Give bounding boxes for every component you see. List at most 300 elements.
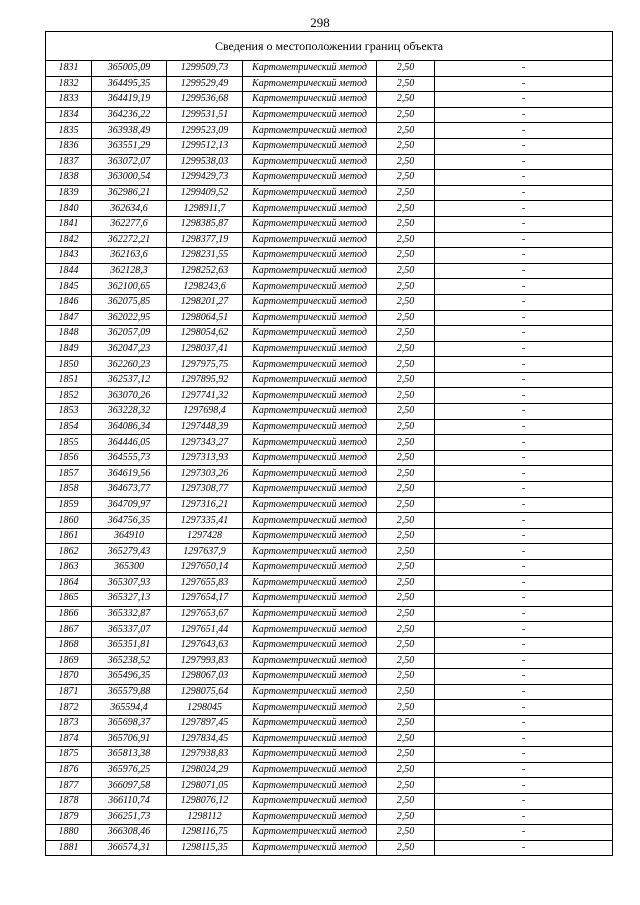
table-row [46, 622, 613, 638]
description-cell: - [435, 669, 613, 685]
accuracy-cell: 2,50 [377, 747, 435, 763]
description-cell: - [435, 404, 613, 420]
description-cell: - [435, 700, 613, 716]
x-coordinate-cell: 362986,21 [92, 185, 167, 201]
x-coordinate-cell: 364236,22 [92, 107, 167, 123]
description-cell: - [435, 92, 613, 108]
point-number-cell: 1845 [46, 279, 92, 295]
method-cell: Картометрический метод [243, 263, 377, 279]
method-cell: Картометрический метод [243, 404, 377, 420]
description-cell: - [435, 341, 613, 357]
accuracy-cell: 2,50 [377, 279, 435, 295]
accuracy-cell: 2,50 [377, 216, 435, 232]
accuracy-cell: 2,50 [377, 107, 435, 123]
table-title: Сведения о местоположении границ объекта [46, 32, 613, 61]
method-cell: Картометрический метод [243, 700, 377, 716]
x-coordinate-cell: 365327,13 [92, 591, 167, 607]
y-coordinate-cell: 1298201,27 [167, 294, 243, 310]
y-coordinate-cell: 1297653,67 [167, 606, 243, 622]
description-cell: - [435, 731, 613, 747]
method-cell: Картометрический метод [243, 762, 377, 778]
description-cell: - [435, 279, 613, 295]
table-row [46, 575, 613, 591]
accuracy-cell: 2,50 [377, 513, 435, 529]
y-coordinate-cell: 1298067,03 [167, 669, 243, 685]
x-coordinate-cell: 362022,95 [92, 310, 167, 326]
accuracy-cell: 2,50 [377, 653, 435, 669]
y-coordinate-cell: 1297643,63 [167, 637, 243, 653]
x-coordinate-cell: 365238,52 [92, 653, 167, 669]
x-coordinate-cell: 365300 [92, 560, 167, 576]
accuracy-cell: 2,50 [377, 372, 435, 388]
x-coordinate-cell: 366110,74 [92, 793, 167, 809]
x-coordinate-cell: 364709,97 [92, 497, 167, 513]
method-cell: Картометрический метод [243, 669, 377, 685]
y-coordinate-cell: 1297308,77 [167, 482, 243, 498]
table-row [46, 731, 613, 747]
x-coordinate-cell: 365706,91 [92, 731, 167, 747]
description-cell: - [435, 544, 613, 560]
method-cell: Картометрический метод [243, 76, 377, 92]
y-coordinate-cell: 1299509,73 [167, 61, 243, 77]
accuracy-cell: 2,50 [377, 341, 435, 357]
method-cell: Картометрический метод [243, 279, 377, 295]
y-coordinate-cell: 1299529,49 [167, 76, 243, 92]
x-coordinate-cell: 362163,6 [92, 248, 167, 264]
point-number-cell: 1872 [46, 700, 92, 716]
description-cell: - [435, 419, 613, 435]
point-number-cell: 1857 [46, 466, 92, 482]
description-cell: - [435, 715, 613, 731]
table-row [46, 154, 613, 170]
table-row [46, 310, 613, 326]
accuracy-cell: 2,50 [377, 404, 435, 420]
table-row [46, 279, 613, 295]
table-row [46, 107, 613, 123]
table-row [46, 700, 613, 716]
accuracy-cell: 2,50 [377, 544, 435, 560]
point-number-cell: 1854 [46, 419, 92, 435]
description-cell: - [435, 513, 613, 529]
method-cell: Картометрический метод [243, 107, 377, 123]
method-cell: Картометрический метод [243, 372, 377, 388]
accuracy-cell: 2,50 [377, 762, 435, 778]
accuracy-cell: 2,50 [377, 778, 435, 794]
table-row [46, 419, 613, 435]
accuracy-cell: 2,50 [377, 528, 435, 544]
y-coordinate-cell: 1297313,93 [167, 450, 243, 466]
method-cell: Картометрический метод [243, 435, 377, 451]
table-row [46, 513, 613, 529]
accuracy-cell: 2,50 [377, 61, 435, 77]
x-coordinate-cell: 366574,31 [92, 840, 167, 856]
table-row [46, 560, 613, 576]
x-coordinate-cell: 365594,4 [92, 700, 167, 716]
method-cell: Картометрический метод [243, 185, 377, 201]
accuracy-cell: 2,50 [377, 684, 435, 700]
x-coordinate-cell: 364756,35 [92, 513, 167, 529]
method-cell: Картометрический метод [243, 248, 377, 264]
x-coordinate-cell: 365698,37 [92, 715, 167, 731]
y-coordinate-cell: 1297448,39 [167, 419, 243, 435]
table-row [46, 840, 613, 856]
method-cell: Картометрический метод [243, 497, 377, 513]
y-coordinate-cell: 1298385,87 [167, 216, 243, 232]
method-cell: Картометрический метод [243, 715, 377, 731]
method-cell: Картометрический метод [243, 466, 377, 482]
description-cell: - [435, 201, 613, 217]
x-coordinate-cell: 364495,35 [92, 76, 167, 92]
y-coordinate-cell: 1299536,68 [167, 92, 243, 108]
boundary-table [45, 31, 613, 856]
point-number-cell: 1871 [46, 684, 92, 700]
point-number-cell: 1860 [46, 513, 92, 529]
method-cell: Картометрический метод [243, 450, 377, 466]
x-coordinate-cell: 362260,23 [92, 357, 167, 373]
y-coordinate-cell: 1297316,21 [167, 497, 243, 513]
accuracy-cell: 2,50 [377, 575, 435, 591]
description-cell: - [435, 76, 613, 92]
table-row [46, 762, 613, 778]
description-cell: - [435, 637, 613, 653]
method-cell: Картометрический метод [243, 747, 377, 763]
point-number-cell: 1836 [46, 138, 92, 154]
y-coordinate-cell: 1297834,45 [167, 731, 243, 747]
table-row [46, 715, 613, 731]
point-number-cell: 1842 [46, 232, 92, 248]
point-number-cell: 1875 [46, 747, 92, 763]
method-cell: Картометрический метод [243, 61, 377, 77]
description-cell: - [435, 575, 613, 591]
accuracy-cell: 2,50 [377, 560, 435, 576]
x-coordinate-cell: 362537,12 [92, 372, 167, 388]
x-coordinate-cell: 362047,23 [92, 341, 167, 357]
accuracy-cell: 2,50 [377, 419, 435, 435]
x-coordinate-cell: 364086,34 [92, 419, 167, 435]
table-row [46, 326, 613, 342]
point-number-cell: 1839 [46, 185, 92, 201]
y-coordinate-cell: 1298064,51 [167, 310, 243, 326]
x-coordinate-cell: 365496,35 [92, 669, 167, 685]
y-coordinate-cell: 1297993,83 [167, 653, 243, 669]
method-cell: Картометрический метод [243, 310, 377, 326]
accuracy-cell: 2,50 [377, 92, 435, 108]
point-number-cell: 1876 [46, 762, 92, 778]
point-number-cell: 1866 [46, 606, 92, 622]
description-cell: - [435, 294, 613, 310]
description-cell: - [435, 388, 613, 404]
method-cell: Картометрический метод [243, 326, 377, 342]
method-cell: Картометрический метод [243, 388, 377, 404]
y-coordinate-cell: 1297637,9 [167, 544, 243, 560]
table-row [46, 92, 613, 108]
point-number-cell: 1855 [46, 435, 92, 451]
table-row [46, 778, 613, 794]
method-cell: Картометрический метод [243, 513, 377, 529]
accuracy-cell: 2,50 [377, 669, 435, 685]
description-cell: - [435, 170, 613, 186]
y-coordinate-cell: 1297655,83 [167, 575, 243, 591]
method-cell: Картометрический метод [243, 778, 377, 794]
x-coordinate-cell: 362100,65 [92, 279, 167, 295]
table-row [46, 809, 613, 825]
x-coordinate-cell: 366097,58 [92, 778, 167, 794]
table-row [46, 357, 613, 373]
accuracy-cell: 2,50 [377, 201, 435, 217]
description-cell: - [435, 154, 613, 170]
accuracy-cell: 2,50 [377, 591, 435, 607]
x-coordinate-cell: 364673,77 [92, 482, 167, 498]
accuracy-cell: 2,50 [377, 622, 435, 638]
method-cell: Картометрический метод [243, 170, 377, 186]
y-coordinate-cell: 1297975,75 [167, 357, 243, 373]
point-number-cell: 1853 [46, 404, 92, 420]
description-cell: - [435, 326, 613, 342]
description-cell: - [435, 310, 613, 326]
description-cell: - [435, 263, 613, 279]
x-coordinate-cell: 363551,29 [92, 138, 167, 154]
method-cell: Картометрический метод [243, 825, 377, 841]
x-coordinate-cell: 363070,26 [92, 388, 167, 404]
table-row [46, 544, 613, 560]
y-coordinate-cell: 1298037,41 [167, 341, 243, 357]
table-row [46, 466, 613, 482]
x-coordinate-cell: 366308,46 [92, 825, 167, 841]
point-number-cell: 1858 [46, 482, 92, 498]
x-coordinate-cell: 362075,85 [92, 294, 167, 310]
point-number-cell: 1849 [46, 341, 92, 357]
method-cell: Картометрический метод [243, 232, 377, 248]
method-cell: Картометрический метод [243, 840, 377, 856]
point-number-cell: 1856 [46, 450, 92, 466]
x-coordinate-cell: 363000,54 [92, 170, 167, 186]
description-cell: - [435, 497, 613, 513]
description-cell: - [435, 747, 613, 763]
description-cell: - [435, 606, 613, 622]
x-coordinate-cell: 363072,07 [92, 154, 167, 170]
accuracy-cell: 2,50 [377, 185, 435, 201]
table-row [46, 185, 613, 201]
table-row [46, 528, 613, 544]
accuracy-cell: 2,50 [377, 357, 435, 373]
method-cell: Картометрический метод [243, 341, 377, 357]
point-number-cell: 1877 [46, 778, 92, 794]
method-cell: Картометрический метод [243, 591, 377, 607]
description-cell: - [435, 482, 613, 498]
accuracy-cell: 2,50 [377, 497, 435, 513]
point-number-cell: 1851 [46, 372, 92, 388]
y-coordinate-cell: 1297897,45 [167, 715, 243, 731]
y-coordinate-cell: 1297698,4 [167, 404, 243, 420]
method-cell: Картометрический метод [243, 809, 377, 825]
y-coordinate-cell: 1299409,52 [167, 185, 243, 201]
y-coordinate-cell: 1298115,35 [167, 840, 243, 856]
table-row [46, 248, 613, 264]
point-number-cell: 1850 [46, 357, 92, 373]
table-body [46, 32, 613, 856]
method-cell: Картометрический метод [243, 606, 377, 622]
accuracy-cell: 2,50 [377, 310, 435, 326]
method-cell: Картометрический метод [243, 482, 377, 498]
x-coordinate-cell: 365279,43 [92, 544, 167, 560]
accuracy-cell: 2,50 [377, 294, 435, 310]
point-number-cell: 1880 [46, 825, 92, 841]
description-cell: - [435, 653, 613, 669]
table-row [46, 123, 613, 139]
table-row [46, 450, 613, 466]
table-row [46, 497, 613, 513]
x-coordinate-cell: 365005,09 [92, 61, 167, 77]
x-coordinate-cell: 363938,49 [92, 123, 167, 139]
method-cell: Картометрический метод [243, 528, 377, 544]
description-cell: - [435, 138, 613, 154]
x-coordinate-cell: 362272,21 [92, 232, 167, 248]
accuracy-cell: 2,50 [377, 450, 435, 466]
y-coordinate-cell: 1299512,13 [167, 138, 243, 154]
accuracy-cell: 2,50 [377, 154, 435, 170]
accuracy-cell: 2,50 [377, 809, 435, 825]
description-cell: - [435, 684, 613, 700]
point-number-cell: 1835 [46, 123, 92, 139]
point-number-cell: 1864 [46, 575, 92, 591]
point-number-cell: 1840 [46, 201, 92, 217]
method-cell: Картометрический метод [243, 544, 377, 560]
accuracy-cell: 2,50 [377, 482, 435, 498]
description-cell: - [435, 793, 613, 809]
table-row [46, 170, 613, 186]
method-cell: Картометрический метод [243, 684, 377, 700]
point-number-cell: 1869 [46, 653, 92, 669]
description-cell: - [435, 372, 613, 388]
point-number-cell: 1878 [46, 793, 92, 809]
table-row [46, 372, 613, 388]
point-number-cell: 1862 [46, 544, 92, 560]
description-cell: - [435, 185, 613, 201]
method-cell: Картометрический метод [243, 793, 377, 809]
description-cell: - [435, 591, 613, 607]
point-number-cell: 1859 [46, 497, 92, 513]
table-row [46, 61, 613, 77]
point-number-cell: 1867 [46, 622, 92, 638]
method-cell: Картометрический метод [243, 575, 377, 591]
accuracy-cell: 2,50 [377, 138, 435, 154]
accuracy-cell: 2,50 [377, 825, 435, 841]
table-row [46, 138, 613, 154]
y-coordinate-cell: 1298024,29 [167, 762, 243, 778]
y-coordinate-cell: 1299523,09 [167, 123, 243, 139]
point-number-cell: 1847 [46, 310, 92, 326]
table-row [46, 263, 613, 279]
x-coordinate-cell: 365579,88 [92, 684, 167, 700]
x-coordinate-cell: 365307,93 [92, 575, 167, 591]
accuracy-cell: 2,50 [377, 232, 435, 248]
description-cell: - [435, 778, 613, 794]
y-coordinate-cell: 1298075,64 [167, 684, 243, 700]
y-coordinate-cell: 1298243,6 [167, 279, 243, 295]
method-cell: Картометрический метод [243, 216, 377, 232]
table-row [46, 341, 613, 357]
method-cell: Картометрический метод [243, 357, 377, 373]
x-coordinate-cell: 364619,56 [92, 466, 167, 482]
point-number-cell: 1834 [46, 107, 92, 123]
description-cell: - [435, 61, 613, 77]
y-coordinate-cell: 1298076,12 [167, 793, 243, 809]
method-cell: Картометрический метод [243, 294, 377, 310]
point-number-cell: 1879 [46, 809, 92, 825]
accuracy-cell: 2,50 [377, 606, 435, 622]
table-row [46, 482, 613, 498]
table-header-row [46, 32, 613, 61]
point-number-cell: 1861 [46, 528, 92, 544]
accuracy-cell: 2,50 [377, 731, 435, 747]
y-coordinate-cell: 1297651,44 [167, 622, 243, 638]
method-cell: Картометрический метод [243, 622, 377, 638]
table-row [46, 201, 613, 217]
method-cell: Картометрический метод [243, 123, 377, 139]
description-cell: - [435, 232, 613, 248]
table-row [46, 669, 613, 685]
description-cell: - [435, 528, 613, 544]
accuracy-cell: 2,50 [377, 700, 435, 716]
table-row [46, 294, 613, 310]
y-coordinate-cell: 1297654,17 [167, 591, 243, 607]
point-number-cell: 1843 [46, 248, 92, 264]
y-coordinate-cell: 1297741,32 [167, 388, 243, 404]
y-coordinate-cell: 1299429,73 [167, 170, 243, 186]
x-coordinate-cell: 362634,6 [92, 201, 167, 217]
y-coordinate-cell: 1297343,27 [167, 435, 243, 451]
point-number-cell: 1868 [46, 637, 92, 653]
description-cell: - [435, 435, 613, 451]
y-coordinate-cell: 1298045 [167, 700, 243, 716]
x-coordinate-cell: 365332,87 [92, 606, 167, 622]
point-number-cell: 1865 [46, 591, 92, 607]
x-coordinate-cell: 365976,25 [92, 762, 167, 778]
accuracy-cell: 2,50 [377, 466, 435, 482]
table-row [46, 216, 613, 232]
table-row [46, 591, 613, 607]
point-number-cell: 1838 [46, 170, 92, 186]
accuracy-cell: 2,50 [377, 388, 435, 404]
accuracy-cell: 2,50 [377, 123, 435, 139]
description-cell: - [435, 622, 613, 638]
method-cell: Картометрический метод [243, 560, 377, 576]
x-coordinate-cell: 366251,73 [92, 809, 167, 825]
method-cell: Картометрический метод [243, 92, 377, 108]
point-number-cell: 1848 [46, 326, 92, 342]
accuracy-cell: 2,50 [377, 263, 435, 279]
point-number-cell: 1863 [46, 560, 92, 576]
accuracy-cell: 2,50 [377, 248, 435, 264]
point-number-cell: 1881 [46, 840, 92, 856]
point-number-cell: 1841 [46, 216, 92, 232]
y-coordinate-cell: 1297428 [167, 528, 243, 544]
method-cell: Картометрический метод [243, 419, 377, 435]
x-coordinate-cell: 364419,19 [92, 92, 167, 108]
y-coordinate-cell: 1297335,41 [167, 513, 243, 529]
table-row [46, 825, 613, 841]
y-coordinate-cell: 1298054,62 [167, 326, 243, 342]
method-cell: Картометрический метод [243, 154, 377, 170]
y-coordinate-cell: 1298116,75 [167, 825, 243, 841]
y-coordinate-cell: 1298071,05 [167, 778, 243, 794]
table-row [46, 435, 613, 451]
description-cell: - [435, 840, 613, 856]
point-number-cell: 1844 [46, 263, 92, 279]
y-coordinate-cell: 1299538,03 [167, 154, 243, 170]
page-number: 298 [310, 15, 330, 30]
description-cell: - [435, 450, 613, 466]
